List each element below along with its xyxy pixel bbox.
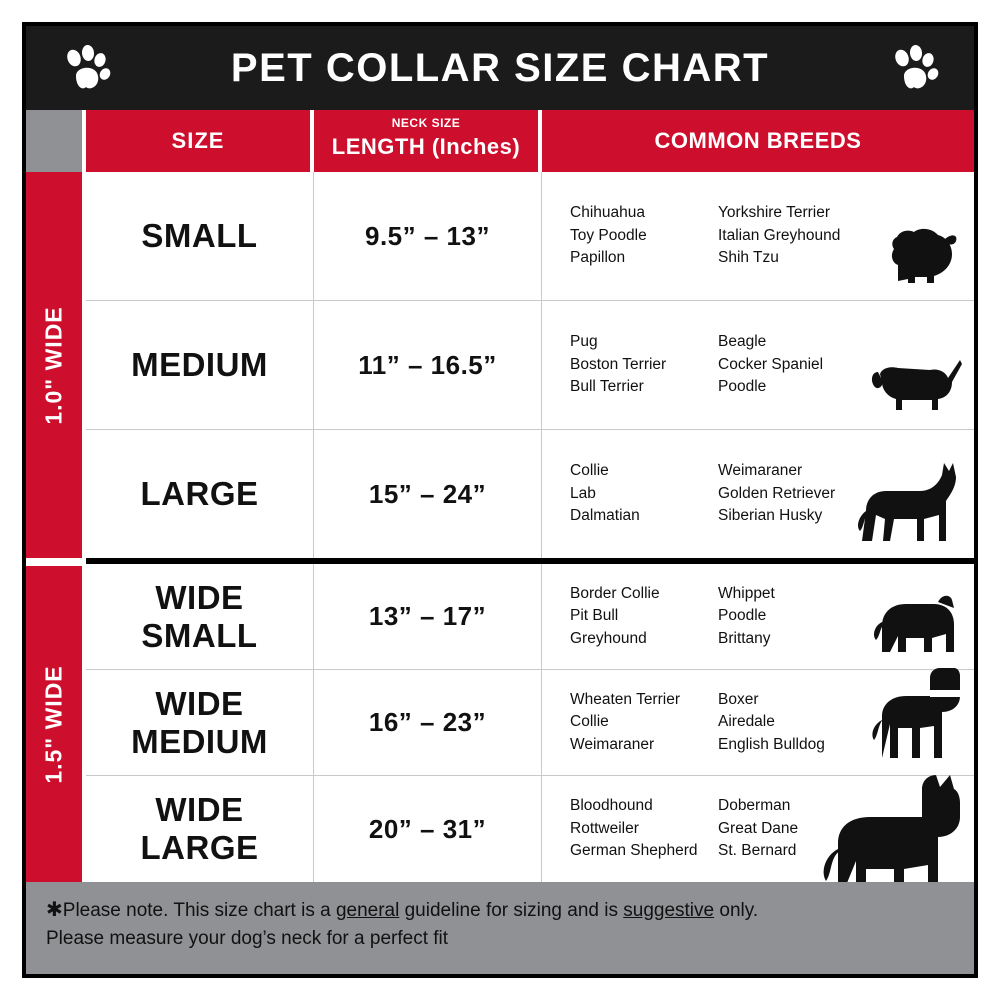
group-band-1-0-wide [26, 172, 82, 558]
row-length-value: 13” – 17” [314, 564, 542, 669]
breed-column-1 [570, 583, 718, 650]
paw-print-icon [888, 42, 940, 94]
breed-item: Shih Tzu [718, 249, 779, 267]
table-row [86, 776, 974, 882]
breed-item: Collie [570, 462, 609, 480]
row-size-line2: SMALL [141, 616, 258, 654]
column-header-breeds: COMMON BREEDS [542, 110, 974, 172]
breed-column-2 [718, 583, 868, 650]
breed-item: Toy Poodle [570, 226, 647, 244]
breed-item: Bloodhound [570, 797, 653, 815]
breed-column-1 [570, 202, 718, 269]
page-title: PET COLLAR SIZE CHART [230, 45, 770, 90]
large-dog-silhouette-icon [854, 457, 964, 554]
group-separator [26, 558, 82, 566]
breed-item: Airedale [718, 713, 775, 731]
breed-column-1 [570, 795, 718, 862]
row-size-label [86, 670, 314, 775]
size-rows [82, 172, 974, 882]
table-row [86, 670, 974, 776]
breed-column-2 [718, 460, 868, 527]
breed-item: Brittany [718, 629, 771, 647]
breed-item: Golden Retriever [718, 484, 836, 502]
group-rows-1-0-wide [86, 172, 974, 558]
breed-column-2 [718, 689, 868, 756]
table-row [86, 172, 974, 301]
breed-item: Poodle [718, 378, 767, 396]
table-body [26, 172, 974, 882]
breed-column-2 [718, 202, 868, 269]
group-band-1-5-wide [26, 566, 82, 882]
breed-item: Collie [570, 713, 609, 731]
column-header-size: SIZE [86, 110, 314, 172]
row-breeds [542, 430, 974, 558]
chart-frame [22, 22, 978, 978]
breed-item: Pug [570, 333, 598, 351]
row-length-value: 20” – 31” [314, 776, 542, 882]
beagle-silhouette-icon [868, 348, 964, 425]
paw-print-icon [60, 42, 112, 94]
breed-item: Weimaraner [718, 462, 803, 480]
breed-item: Cocker Spaniel [718, 355, 824, 373]
table-row [86, 564, 974, 670]
breed-item: Boxer [718, 690, 759, 708]
row-size-line1: LARGE [140, 475, 259, 513]
group-rows-1-5-wide [86, 564, 974, 882]
group-label-1-0-wide: 1.0" WIDE [40, 305, 67, 425]
breed-item: English Bulldog [718, 735, 825, 753]
row-size-label [86, 564, 314, 669]
row-size-line1: SMALL [141, 217, 258, 255]
footer-line-2: Please measure your dog’s neck for a perfect fit [46, 928, 449, 949]
row-size-line1: WIDE [155, 684, 244, 722]
column-header-length-superscript: NECK SIZE [391, 116, 461, 130]
table-row [86, 430, 974, 558]
bulldog-silhouette-icon [872, 582, 964, 665]
breed-column-1 [570, 460, 718, 527]
row-size-label [86, 301, 314, 429]
breed-item: Bull Terrier [570, 378, 644, 396]
breed-item: Papillon [570, 249, 626, 267]
row-breeds [542, 564, 974, 669]
row-size-label [86, 776, 314, 882]
row-size-line2: LARGE [140, 829, 259, 866]
breed-item: German Shepherd [570, 842, 698, 860]
breed-item: Italian Greyhound [718, 226, 841, 244]
breed-item: Beagle [718, 333, 767, 351]
asterisk-icon: ✱ [46, 899, 63, 921]
boxer-silhouette-icon [868, 666, 964, 771]
small-fluffy-dog-silhouette-icon [882, 221, 964, 296]
row-length-value: 11” – 16.5” [314, 301, 542, 429]
row-size-line2: MEDIUM [131, 722, 268, 760]
breed-item: Rottweiler [570, 819, 639, 837]
breed-item: Poodle [718, 607, 767, 625]
breed-item: Pit Bull [570, 607, 619, 625]
header-corner-cell [26, 110, 86, 172]
footer-text-part3: only. [714, 900, 759, 921]
row-size-label [86, 430, 314, 558]
breed-column-1 [570, 689, 718, 756]
breed-column-1 [570, 331, 718, 398]
footer-underline-general: general [335, 900, 400, 921]
row-size-label [86, 172, 314, 300]
table-row [86, 301, 974, 430]
breed-item: Siberian Husky [718, 507, 823, 525]
breed-item: Dalmatian [570, 507, 640, 525]
breed-item: Weimaraner [570, 735, 655, 753]
row-breeds [542, 670, 974, 775]
breed-item: Greyhound [570, 629, 647, 647]
row-breeds [542, 172, 974, 300]
breed-item: Doberman [718, 797, 791, 815]
breed-item: St. Bernard [718, 842, 797, 860]
table-header-row [26, 110, 974, 172]
breed-item: Whippet [718, 584, 775, 602]
breed-item: Wheaten Terrier [570, 690, 680, 708]
row-size-line1: WIDE [155, 791, 244, 829]
breed-column-2 [718, 331, 868, 398]
footer-note [26, 882, 974, 974]
column-header-length-main: LENGTH (Inches) [331, 134, 521, 159]
breed-item: Lab [570, 484, 596, 502]
row-length-value: 9.5” – 13” [314, 172, 542, 300]
group-label-1-5-wide: 1.5" WIDE [40, 664, 67, 784]
footer-line-1 [46, 896, 952, 925]
footer-underline-suggestive: suggestive [623, 900, 715, 921]
row-breeds [542, 776, 974, 882]
footer-text-part2: guideline for sizing and is [399, 900, 624, 921]
footer-text-part1: Please note. This size chart is a [62, 900, 336, 921]
breed-item: Great Dane [718, 819, 799, 837]
column-header-length [314, 110, 542, 172]
breed-item: Boston Terrier [570, 355, 667, 373]
breed-item: Yorkshire Terrier [718, 204, 830, 222]
breed-item: Border Collie [570, 584, 660, 602]
row-size-line1: MEDIUM [131, 346, 268, 384]
row-breeds [542, 301, 974, 429]
row-length-value: 15” – 24” [314, 430, 542, 558]
row-length-value: 16” – 23” [314, 670, 542, 775]
row-size-line1: WIDE [155, 578, 244, 616]
breed-item: Chihuahua [570, 204, 645, 222]
group-label-column [26, 172, 82, 882]
chart-header [26, 26, 974, 110]
